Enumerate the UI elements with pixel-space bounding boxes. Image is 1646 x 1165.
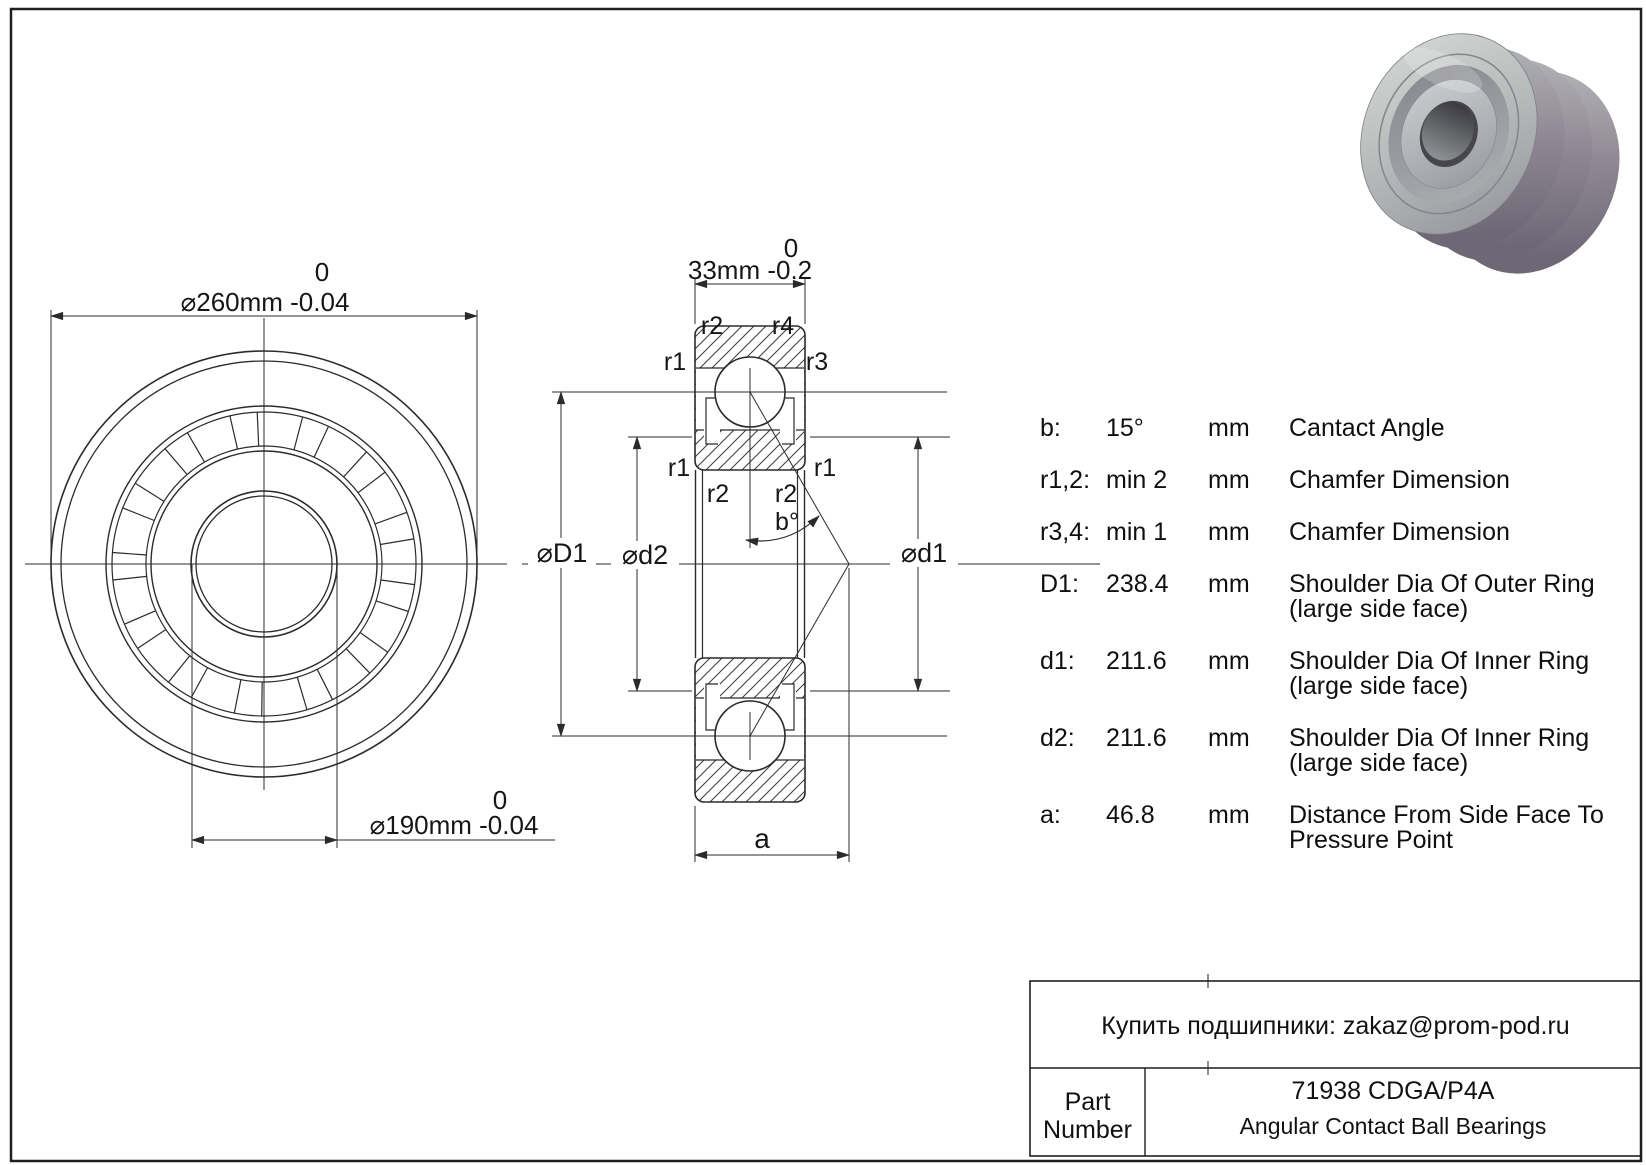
spec-desc2: (large side face) bbox=[1289, 595, 1469, 623]
spec-desc: Shoulder Dia Of Inner Ring bbox=[1289, 724, 1590, 752]
spec-param: r1,2: bbox=[1040, 466, 1091, 494]
chamfer-label-r2-innerleft: r2 bbox=[706, 480, 730, 508]
D1-dia-label: ⌀D1 bbox=[536, 538, 588, 568]
part-number-label-line2: Number bbox=[1043, 1116, 1132, 1144]
diameter-labels bbox=[528, 538, 958, 570]
part-number-value: 71938 CDGA/P4A bbox=[1291, 1077, 1495, 1105]
spec-desc: Cantact Angle bbox=[1289, 414, 1445, 442]
spec-value: 238.4 bbox=[1106, 570, 1169, 598]
spec-row-d2 bbox=[1040, 726, 1634, 776]
spec-unit: mm bbox=[1208, 414, 1250, 442]
spec-param: d1: bbox=[1040, 647, 1075, 675]
spec-value: min 1 bbox=[1106, 518, 1168, 546]
d1-dia-label: ⌀d1 bbox=[900, 538, 948, 568]
spec-value: min 2 bbox=[1106, 466, 1168, 494]
spec-row-b bbox=[1040, 416, 1634, 441]
spec-param: a: bbox=[1040, 801, 1061, 829]
spec-param: r3,4: bbox=[1040, 518, 1091, 546]
spec-desc: Distance From Side Face To bbox=[1289, 801, 1604, 829]
spec-desc: Chamfer Dimension bbox=[1289, 466, 1510, 494]
contact-info: Купить подшипники: zakaz@prom-pod.ru bbox=[1101, 1012, 1570, 1040]
spec-value: 46.8 bbox=[1106, 801, 1155, 829]
bore-tolerance-upper: 0 bbox=[492, 785, 508, 815]
spec-param: D1: bbox=[1040, 570, 1079, 598]
spec-desc2: Pressure Point bbox=[1289, 826, 1453, 854]
bearing-3d-render bbox=[1328, 5, 1646, 302]
chamfer-label-r2-innerright: r2 bbox=[774, 480, 798, 508]
part-type: Angular Contact Ball Bearings bbox=[1239, 1113, 1547, 1139]
chamfer-label-r4-top: r4 bbox=[771, 312, 795, 340]
front-view bbox=[25, 310, 555, 848]
spec-value: 211.6 bbox=[1106, 724, 1167, 752]
spec-row-r12 bbox=[1040, 468, 1634, 493]
contact-angle-label: b° bbox=[775, 508, 799, 536]
spec-unit: mm bbox=[1208, 466, 1250, 494]
spec-desc: Shoulder Dia Of Outer Ring bbox=[1289, 570, 1595, 598]
spec-param: d2: bbox=[1040, 724, 1075, 752]
spec-desc: Shoulder Dia Of Inner Ring bbox=[1289, 647, 1590, 675]
chamfer-label-r3-topright: r3 bbox=[805, 348, 829, 376]
spec-param: b: bbox=[1040, 414, 1061, 442]
spec-unit: mm bbox=[1208, 570, 1250, 598]
chamfer-label-r2-top: r2 bbox=[700, 312, 724, 340]
spec-unit: mm bbox=[1208, 518, 1250, 546]
d2-dia-label: ⌀d2 bbox=[621, 540, 669, 570]
chamfer-label-r1-midright: r1 bbox=[813, 454, 837, 482]
bore-dim-label: ⌀190mm -0.04 bbox=[369, 810, 539, 840]
spec-desc2: (large side face) bbox=[1289, 749, 1469, 777]
od-tolerance-upper: 0 bbox=[314, 257, 330, 287]
spec-row-r34 bbox=[1040, 520, 1634, 545]
width-dim-label: 33mm -0.2 bbox=[687, 255, 813, 285]
chamfer-label-r1-midleft: r1 bbox=[667, 454, 691, 482]
front-view-labels bbox=[181, 257, 539, 840]
part-number-label-line1: Part bbox=[1064, 1088, 1111, 1116]
spec-unit: mm bbox=[1208, 724, 1250, 752]
spec-row-a bbox=[1040, 803, 1634, 853]
a-dim-label: a bbox=[754, 823, 770, 854]
width-tolerance-upper: 0 bbox=[783, 233, 799, 263]
spec-row-d1 bbox=[1040, 649, 1634, 699]
spec-value: 211.6 bbox=[1106, 647, 1167, 675]
spec-unit: mm bbox=[1208, 647, 1250, 675]
spec-desc: Chamfer Dimension bbox=[1289, 518, 1510, 546]
spec-row-D1 bbox=[1040, 572, 1634, 622]
spec-desc2: (large side face) bbox=[1289, 672, 1469, 700]
spec-value: 15° bbox=[1106, 414, 1144, 442]
chamfer-label-r1-topleft: r1 bbox=[663, 348, 687, 376]
od-dim-label: ⌀260mm -0.04 bbox=[180, 287, 350, 317]
spec-table bbox=[1040, 416, 1634, 880]
spec-unit: mm bbox=[1208, 801, 1250, 829]
